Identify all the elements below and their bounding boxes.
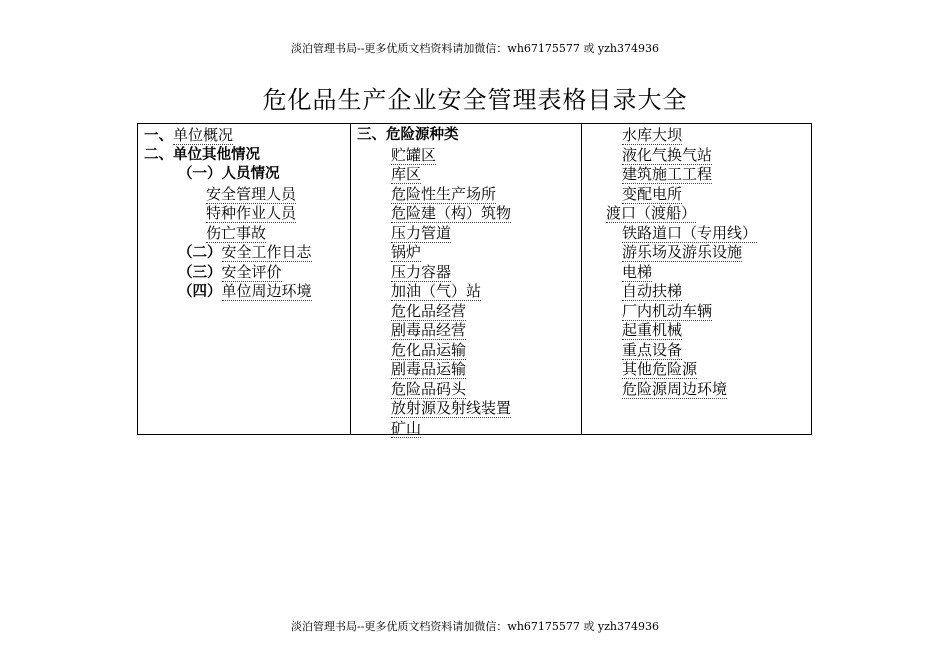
- toc-link-escalator[interactable]: 自动扶梯: [622, 282, 683, 300]
- header-note: 淡泊管理书局--更多优质文档资料请加微信：wh67175577 或 yzh374936: [291, 42, 659, 55]
- toc-link-hazardous-production-site[interactable]: 危险性生产场所: [391, 184, 497, 203]
- toc-link-radiation-source[interactable]: 放射源及射线装置: [391, 399, 512, 417]
- toc-column-3: [582, 124, 811, 434]
- toc-link-warehouse[interactable]: 库区: [391, 165, 422, 183]
- toc-link-key-equipment[interactable]: 重点设备: [622, 340, 683, 359]
- toc-link-casualty-accidents[interactable]: 伤亡事故: [206, 223, 267, 242]
- toc-item-safety-evaluation: [138, 263, 350, 283]
- toc-link-fuel-station[interactable]: 加油（气）站: [391, 282, 482, 300]
- toc-heading-hazard-types: 三、危险源种类: [357, 127, 459, 143]
- toc-column-1: [138, 124, 351, 434]
- toc-link-railway-crossing[interactable]: 铁路道口（专用线）: [622, 223, 758, 242]
- toc-link-pressure-vessel[interactable]: 压力容器: [391, 262, 452, 281]
- toc-item-unit-overview: [138, 126, 350, 146]
- toc-link-mine[interactable]: 矿山: [391, 418, 422, 437]
- toc-column-2: [351, 124, 582, 437]
- toc-link-safety-managers[interactable]: 安全管理人员: [206, 184, 297, 203]
- toc-subheading-personnel: （一）人员情况: [178, 166, 280, 182]
- toc-item-safety-log: [138, 243, 350, 263]
- toc-link-hazardous-buildings[interactable]: 危险建（构）筑物: [391, 204, 512, 222]
- toc-link-hazchem-business[interactable]: 危化品经营: [391, 301, 467, 320]
- page-title: 危化品生产企业安全管理表格目录大全: [262, 86, 688, 114]
- toc-item-prefix: 一、: [144, 128, 173, 144]
- toc-link-hazardous-wharf[interactable]: 危险品码头: [391, 379, 467, 398]
- toc-link-tank-area[interactable]: 贮罐区: [391, 145, 437, 164]
- toc-link-substation[interactable]: 变配电所: [622, 184, 683, 203]
- toc-link-reservoir-dam[interactable]: 水库大坝: [622, 126, 683, 144]
- toc-item-surroundings: [138, 282, 350, 302]
- toc-link-construction-project[interactable]: 建筑施工工程: [622, 165, 713, 183]
- toc-link-other-hazards[interactable]: 其他危险源: [622, 360, 698, 378]
- toc-link-ferry[interactable]: 渡口（渡船）: [606, 204, 697, 222]
- toc-link-safety-evaluation[interactable]: 安全评价: [221, 262, 282, 281]
- toc-link-hazard-surroundings[interactable]: 危险源周边环境: [622, 379, 728, 398]
- toc-link-boiler[interactable]: 锅炉: [391, 243, 422, 261]
- toc-link-surroundings[interactable]: 单位周边环境: [221, 282, 312, 300]
- toc-link-lifting-machinery[interactable]: 起重机械: [622, 321, 683, 339]
- toc-table: [137, 123, 812, 435]
- toc-item-prefix: （三）: [178, 264, 222, 281]
- toc-link-safety-log[interactable]: 安全工作日志: [221, 243, 312, 261]
- toc-link-pressure-pipeline[interactable]: 压力管道: [391, 223, 452, 242]
- toc-link-plant-vehicles[interactable]: 厂内机动车辆: [622, 301, 713, 320]
- toc-heading-other-info: 二、单位其他情况: [144, 146, 260, 163]
- toc-item-prefix: （四）: [178, 284, 222, 300]
- toc-link-amusement-park[interactable]: 游乐场及游乐设施: [622, 243, 743, 261]
- toc-link-elevator[interactable]: 电梯: [622, 262, 653, 281]
- footer-note: 淡泊管理书局--更多优质文档资料请加微信：wh67175577 或 yzh374936: [291, 620, 659, 633]
- toc-link-toxic-business[interactable]: 剧毒品经营: [391, 321, 467, 339]
- toc-item-prefix: （二）: [178, 245, 222, 261]
- toc-link-special-operators[interactable]: 特种作业人员: [206, 204, 297, 222]
- toc-link-lpg-station[interactable]: 液化气换气站: [622, 145, 713, 164]
- toc-link-hazchem-transport[interactable]: 危化品运输: [391, 340, 467, 359]
- toc-link-toxic-transport[interactable]: 剧毒品运输: [391, 360, 467, 378]
- toc-link-unit-overview[interactable]: 单位概况: [173, 126, 234, 144]
